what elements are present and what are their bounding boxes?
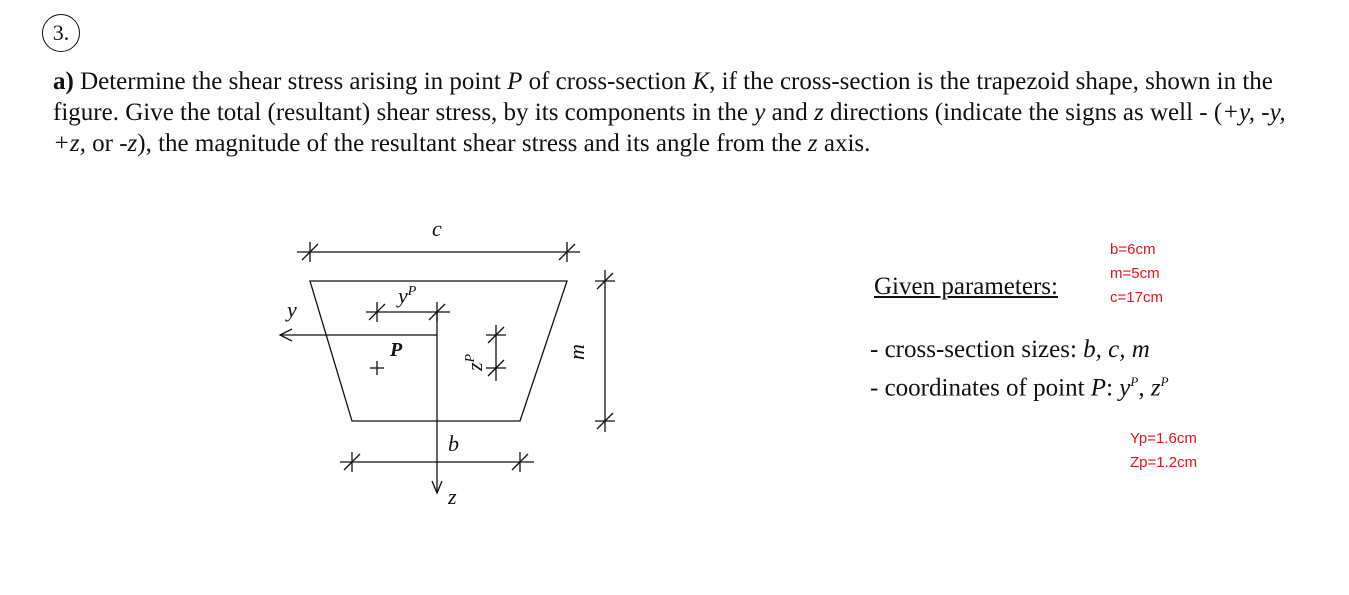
param-m: m=5cm: [1110, 265, 1160, 282]
trapezoid-outline: [310, 281, 567, 421]
text-seg: - coordinates of point: [870, 374, 1091, 402]
text-seg: and: [765, 99, 814, 126]
sign-list: +y, -y, +z,: [53, 99, 1286, 157]
label-b: b: [448, 431, 459, 456]
text-seg: :: [1106, 374, 1120, 402]
given-parameters-title: Given parameters:: [874, 273, 1058, 300]
sign-neg-z: -z: [119, 130, 138, 157]
param-c: c=17cm: [1110, 289, 1163, 306]
label-m: m: [564, 344, 589, 360]
text-seg: axis.: [817, 130, 871, 157]
label-y-axis: y: [287, 297, 297, 322]
part-label: a): [53, 68, 74, 95]
var-p: P: [1090, 374, 1107, 402]
sup-p: P: [1160, 374, 1169, 389]
var-z: z: [807, 130, 818, 157]
text-seg: ), the magnitude of the resultant shear stress and its angle from the: [137, 130, 808, 157]
var-p: P: [507, 68, 523, 95]
cross-section-sizes-line: [870, 336, 1150, 364]
text-seg: of cross-section: [522, 68, 693, 95]
label-p: P: [390, 339, 403, 361]
sup-p: P: [1130, 374, 1139, 389]
size-vars: b, c, m: [1083, 336, 1150, 363]
param-b: b=6cm: [1110, 241, 1156, 258]
text-seg: - cross-section sizes:: [870, 336, 1084, 363]
param-zp: Zp=1.2cm: [1130, 454, 1198, 471]
var-y: y: [1119, 374, 1131, 402]
text-seg: directions (indicate the signs as well - (: [823, 99, 1223, 126]
var-k: K: [692, 68, 710, 95]
label-c: c: [432, 216, 442, 241]
text-seg: , if the cross-section is the trapezoid shape, shown in the figure. Give the total (resultant) shear stress, by its components in the: [53, 68, 1273, 126]
var-z: z: [813, 99, 824, 126]
label-zp: $z^P$: [462, 353, 487, 371]
var-z: z: [1150, 374, 1161, 402]
point-coordinates-line: [870, 374, 1169, 402]
label-z-axis: z: [448, 484, 457, 509]
problem-number: 3.: [42, 14, 80, 52]
var-y: y: [754, 99, 766, 126]
text-seg: Determine the shear stress arising in point: [73, 68, 508, 95]
text-seg: ,: [1138, 374, 1151, 402]
label-yp: $y^P$: [398, 283, 417, 308]
text-seg: or: [85, 130, 120, 157]
param-yp: Yp=1.6cm: [1130, 430, 1197, 447]
